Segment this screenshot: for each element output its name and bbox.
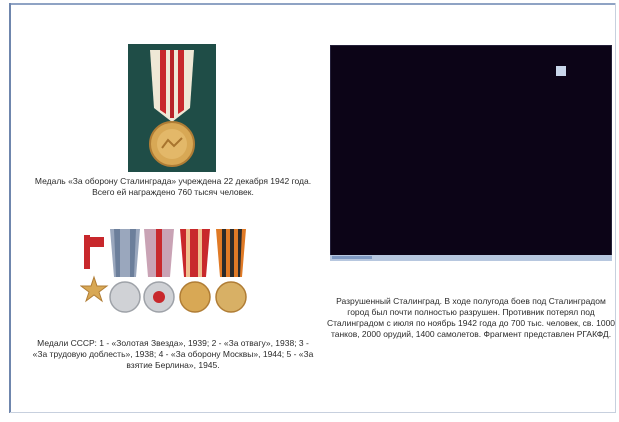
slide-frame-bottom [10,412,616,413]
video-caption: Разрушенный Сталинград. В ходе полугода боев под Сталинградом город был почти полностью разрушен. Противник потерял под Сталинградом с июля по ноябрь 1942 года до 700 тыс. человек, св. 1000 танков, 2000 орудий, 1400 самолетов. Фрагмент представлен РГАКФД. [326,296,616,339]
medals-row-caption: Медали СССР: 1 - «Золотая Звезда», 1939; 2 - «За отвагу», 1938; 3 - «За трудовую доблесть», 1938; 4 - «За оборону Москвы», 1944; 5 - «За взятие Берлина», 1945. [32,338,314,370]
slide-frame-top [10,3,616,5]
medals-row-image [80,225,270,330]
medal-stalingrad-image [128,44,216,172]
medal-stalingrad-caption: Медаль «За оборону Сталинграда» учреждена 22 декабря 1942 года. Всего ей награждено 760 тысяч человек. [34,176,312,197]
video-player[interactable] [330,45,612,257]
slide-frame-right [615,3,616,413]
video-progress-bar[interactable] [330,255,612,261]
slide-frame-left [9,3,11,413]
video-progress-fill [332,256,372,259]
video-placeholder-square [556,66,566,76]
